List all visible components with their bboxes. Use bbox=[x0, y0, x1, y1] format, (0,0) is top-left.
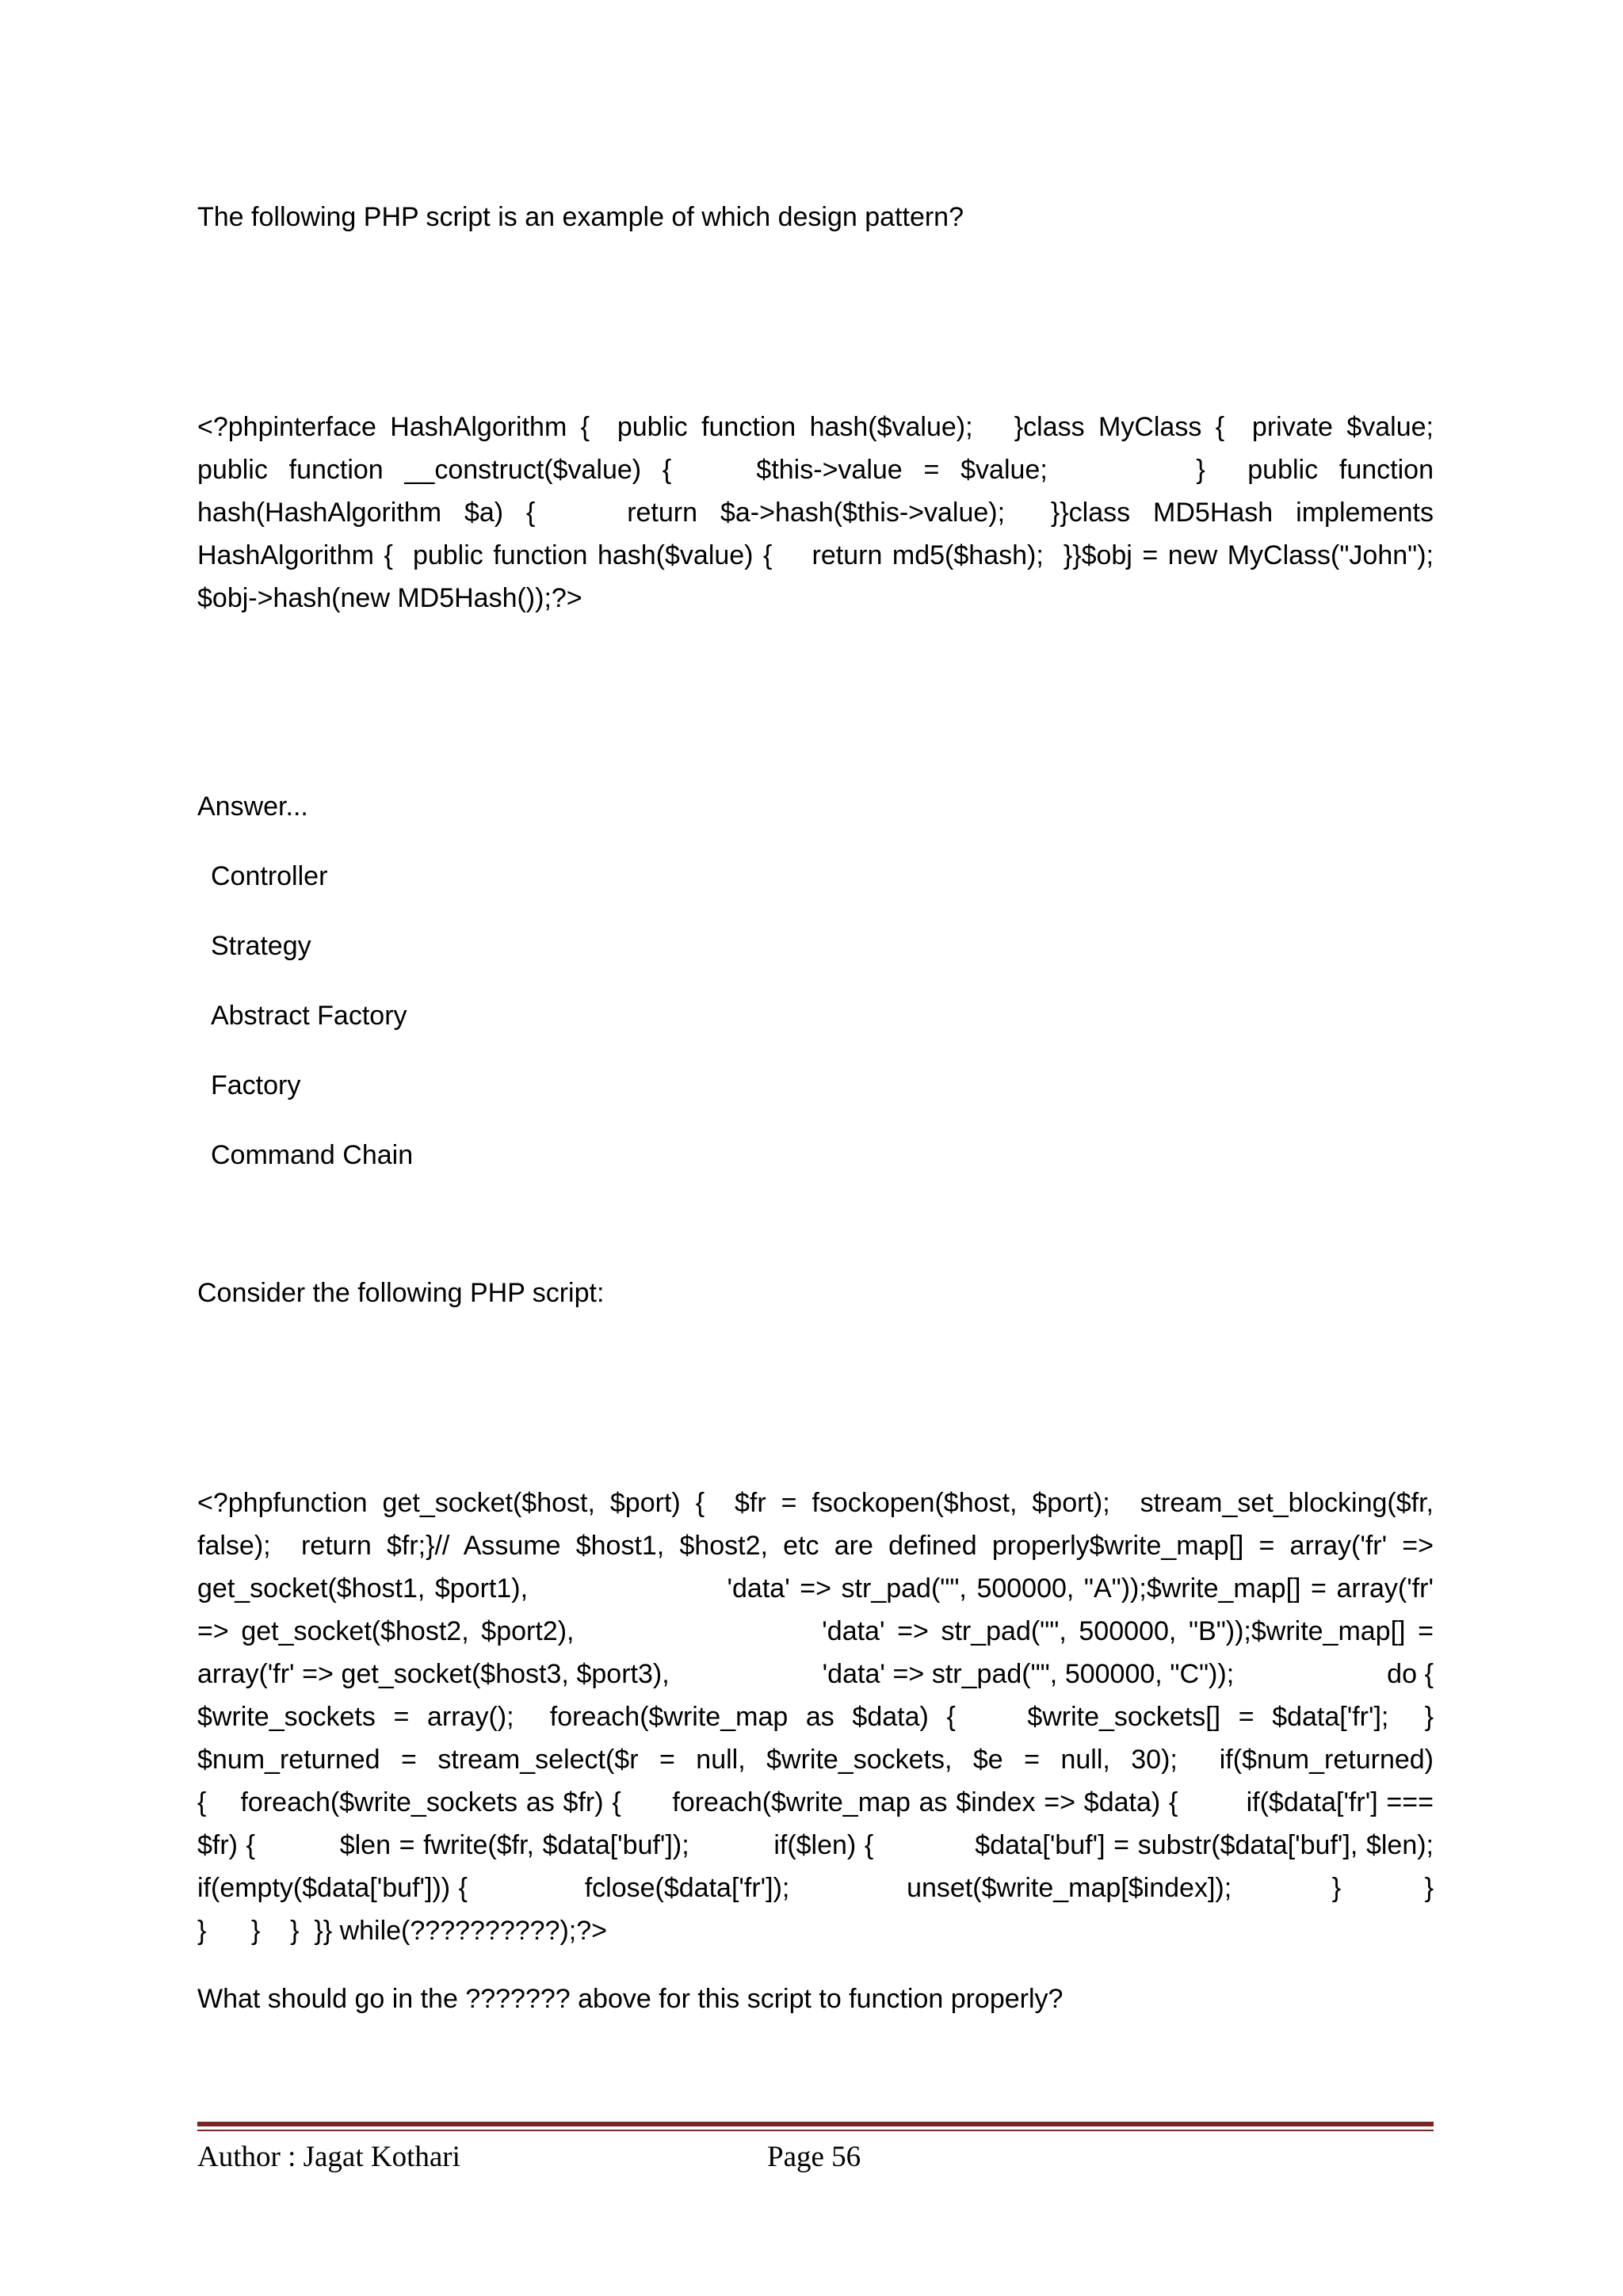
code-line: if(empty($data['buf'])) { fclose($data['fr']); unset($write_map[$index]); } } bbox=[197, 1873, 1434, 1903]
code-line: get_socket($host1, $port1), 'data' => str_pad("", 500000, "A"));$write_map[] = array('fr' bbox=[197, 1573, 1434, 1604]
code-line: { foreach($write_sockets as $fr) { foreach($write_map as $index => $data) { if($data['fr'] === bbox=[197, 1787, 1434, 1817]
code-line: } } } }} while(??????????);?> bbox=[197, 1916, 608, 1946]
footer-rule-thin bbox=[197, 2130, 1434, 2131]
code-line: <?phpinterface HashAlgorithm { public function hash($value); }class MyClass { private $value; bbox=[197, 412, 1434, 442]
question-2-prompt: Consider the following PHP script: bbox=[197, 1278, 605, 1308]
answer-option-command-chain: Command Chain bbox=[211, 1140, 414, 1170]
question-2-code-block bbox=[197, 1482, 1434, 1952]
code-line: hash(HashAlgorithm $a) { return $a->hash($this->value); }}class MD5Hash implements bbox=[197, 498, 1434, 528]
code-line: <?phpfunction get_socket($host, $port) { $fr = fsockopen($host, $port); stream_set_blocking($fr, bbox=[197, 1488, 1434, 1518]
code-line: $fr) { $len = fwrite($fr, $data['buf']); if($len) { $data['buf'] = substr($data['buf'], $len); bbox=[197, 1830, 1434, 1860]
code-line: array('fr' => get_socket($host3, $port3), 'data' => str_pad("", 500000, "C")); do { bbox=[197, 1659, 1434, 1689]
answer-label: Answer... bbox=[197, 791, 308, 822]
code-line: public function __construct($value) { $this->value = $value; } public function bbox=[197, 455, 1434, 485]
answer-option-factory: Factory bbox=[211, 1070, 301, 1100]
footer-author: Author : Jagat Kothari bbox=[197, 2141, 460, 2173]
code-line: HashAlgorithm { public function hash($value) { return md5($hash); }}$obj = new MyClass("John"); bbox=[197, 540, 1434, 570]
question-2-followup: What should go in the ??????? above for this script to function properly? bbox=[197, 1984, 1064, 2014]
code-line: false); return $fr;}// Assume $host1, $host2, etc are defined properly$write_map[] = array('fr' => bbox=[197, 1531, 1434, 1561]
question-1-code-block bbox=[197, 406, 1434, 620]
answer-option-abstract-factory: Abstract Factory bbox=[211, 1001, 407, 1031]
answer-option-controller: Controller bbox=[211, 861, 328, 891]
code-line: $num_returned = stream_select($r = null, $write_sockets, $e = null, 30); if($num_returned) bbox=[197, 1745, 1434, 1775]
code-line: $obj->hash(new MD5Hash());?> bbox=[197, 583, 582, 613]
question-1-prompt: The following PHP script is an example of which design pattern? bbox=[197, 202, 964, 232]
footer-page-number: Page 56 bbox=[767, 2141, 861, 2173]
answer-option-strategy: Strategy bbox=[211, 931, 311, 961]
code-line: => get_socket($host2, $port2), 'data' => str_pad("", 500000, "B"));$write_map[] = bbox=[197, 1616, 1434, 1646]
footer-rule-thick bbox=[197, 2122, 1434, 2126]
code-line: $write_sockets = array(); foreach($write_map as $data) { $write_sockets[] = $data['fr']; } bbox=[197, 1702, 1434, 1732]
